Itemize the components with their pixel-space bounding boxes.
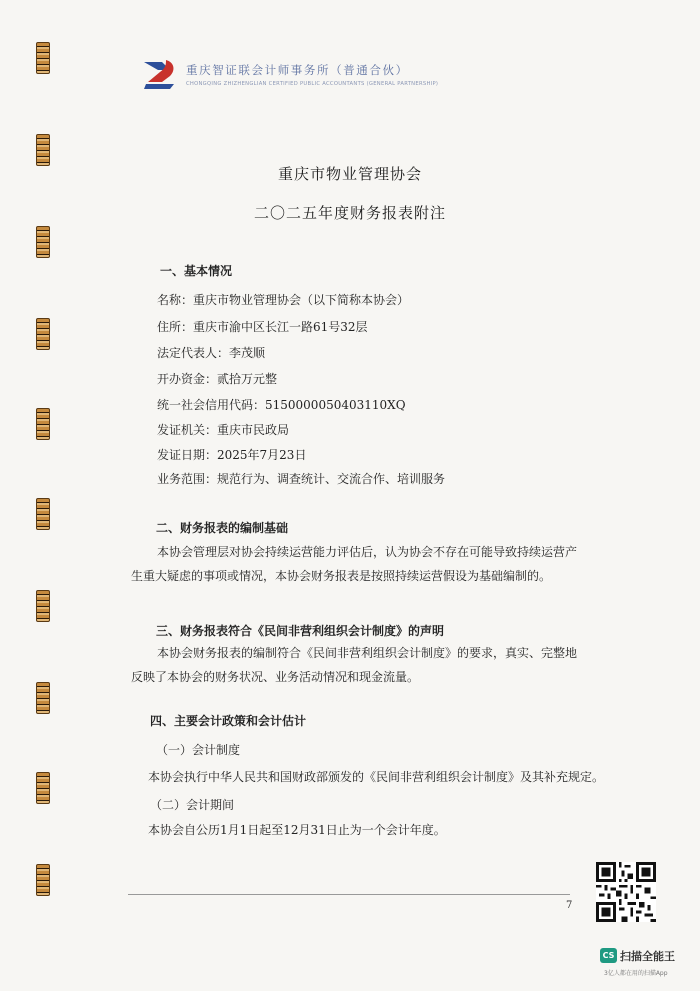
subsection-heading: （二）会计期间: [150, 798, 235, 812]
binding-hole: [36, 408, 50, 440]
binding-hole: [36, 772, 50, 804]
info-legal-rep: 法定代表人：李茂顺: [157, 346, 266, 360]
binding-hole: [36, 498, 50, 530]
binding-holes: [36, 0, 50, 991]
binding-hole: [36, 318, 50, 350]
firm-name-en: CHONGQING ZHIZHENGLIAN CERTIFIED PUBLIC ACCOUNTANTS (GENERAL PARTNERSHIP): [186, 81, 439, 87]
section-paragraph: 本协会财务报表的编制符合《民间非营利组织会计制度》的要求，真实、完整地反映了本协会的财务状况、业务活动情况和现金流量。: [131, 646, 578, 684]
info-name: 名称：重庆市物业管理协会（以下简称本协会）: [157, 293, 410, 307]
scanner-watermark: [600, 946, 690, 982]
info-address: 住所：重庆市渝中区长江一路61号32层: [157, 320, 368, 334]
subsection-text: 本协会执行中华人民共和国财政部颁发的《民间非营利组织会计制度》及其补充规定。: [148, 770, 605, 784]
info-capital: 开办资金：贰拾万元整: [157, 372, 278, 386]
firm-name: 重庆智证联会计师事务所（普通合伙）: [186, 63, 409, 77]
firm-header: [140, 56, 440, 96]
binding-hole: [36, 682, 50, 714]
info-business-scope: 业务范围：规范行为、调查统计、交流合作、培训服务: [157, 472, 446, 486]
section-heading: 四、主要会计政策和会计估计: [150, 714, 307, 728]
binding-hole: [36, 590, 50, 622]
scanner-app-name: 扫描全能王: [620, 950, 675, 963]
binding-hole: [36, 42, 50, 74]
section-paragraph: 本协会管理层对协会持续运营能力评估后，认为协会不存在可能导致持续运营产生重大疑虑的事项或情况，本协会财务报表是按照持续运营假设为基础编制的。: [131, 545, 578, 583]
footer-rule: [128, 894, 570, 895]
scanner-tagline: 3亿人都在用的扫描App: [604, 970, 668, 977]
document-subtitle: 二〇二五年度财务报表附注: [253, 204, 446, 222]
subsection-heading: （一）会计制度: [156, 743, 241, 757]
subsection-text: 本协会自公历1月1日起至12月31日止为一个会计年度。: [148, 823, 446, 837]
info-credit-code: 统一社会信用代码：5150000050403110XQ: [157, 398, 406, 412]
page-number: 7: [566, 900, 573, 911]
binding-hole: [36, 864, 50, 896]
qr-code-icon: [596, 862, 656, 922]
document-title: 重庆市物业管理协会: [277, 165, 422, 183]
scanner-logo-icon: CS: [600, 948, 617, 963]
section-heading: 一、基本情况: [160, 264, 233, 278]
info-issuer: 发证机关：重庆市民政局: [157, 423, 290, 437]
binding-hole: [36, 134, 50, 166]
section-heading: 二、财务报表的编制基础: [156, 521, 289, 535]
section-heading: 三、财务报表符合《民间非营利组织会计制度》的声明: [156, 624, 445, 638]
info-issue-date: 发证日期：2025年7月23日: [157, 448, 307, 462]
binding-hole: [36, 226, 50, 258]
firm-logo-icon: [140, 56, 180, 92]
